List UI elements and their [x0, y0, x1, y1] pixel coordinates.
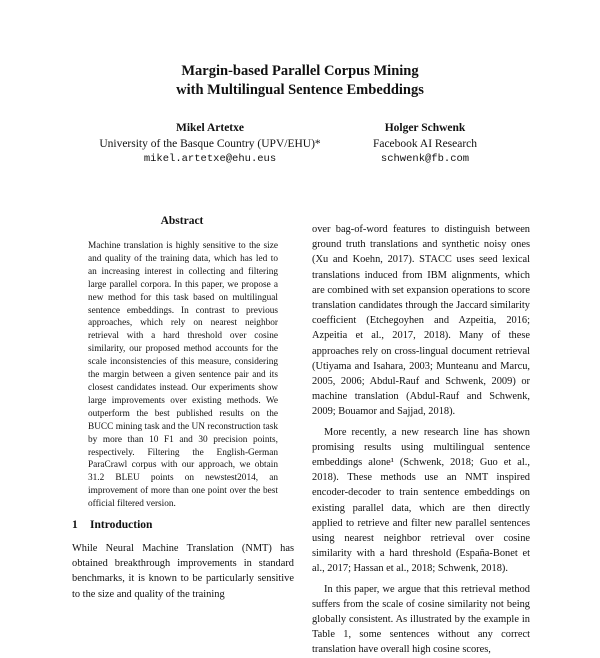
right-paragraph-2: More recently, a new research line has shown promising results using multilingual sentence embeddings alone¹ (Schwenk, 2018; Guo et al., 2018). These methods use an NMT inspired encoder-decoder to train sentence embeddings on existing parallel data, which are then directly applied to retrieve and filter new parallel sentences using nearest neighbor retrieval over cosine similarity with a hard threshold (España-Bonet et al., 2017; Hassan et al., 2018; Schwenk, 2018). [312, 426, 530, 575]
author-affiliation: University of the Basque Country (UPV/EHU)* [99, 137, 321, 150]
paper-title-line-2: with Multilingual Sentence Embeddings [176, 82, 424, 98]
right-paragraph-3: In this paper, we argue that this retrieval method suffers from the scale of cosine similarity not being globally consistent. As illustrated by the example in Table 1, some sentences without any correct translation have overall high cosine scores, [312, 583, 530, 656]
author-affiliation: Facebook AI Research [372, 137, 478, 150]
author-block-1 [70, 121, 350, 168]
author-name: Holger Schwenk [384, 122, 466, 134]
abstract-text: Machine translation is highly sensitive to the size and quality of the training data, which has led to an increasing interest in collecting and filtering large parallel corpora. In this paper, we propose a new method for this task based on multilingual sentence embeddings. In contrast to previous approaches, which rely on nearest neighbor retrieval with a hard threshold over cosine similarity, our proposed method accounts for the scale inconsistencies of this measure, considering the margin between a given sentence pair and its closest candidates instead. Our experiments show large improvements over existing methods. We outperform the best published results on the BUCC mining task and the UN reconstruction task by more than 10 F1 and 30 precision points, respectively. Filtering the English-German ParaCrawl corpus with our approach, we obtain 31.2 BLEU points on newstest2014, an improvement of more than one point over the best official filtered version. [88, 241, 278, 510]
author-block-2 [330, 121, 520, 168]
right-column [312, 222, 530, 658]
section-number: 1 [72, 519, 78, 531]
introduction-text: While Neural Machine Translation (NMT) has obtained breakthrough improvements in standard benchmarks, it is known to be particularly sensitive to the size and quality of the training [72, 543, 294, 600]
right-paragraph-1: over bag-of-word features to distinguish between ground truth translations and synthetic noisy ones (Xu and Koehn, 2017). STACC uses seed lexical translations induced from IBM alignments, which are combined with set expansion operations to score translation candidates through the Jaccard similarity coefficient (Etchegoyhen and Azpeitia, 2016; Azpeitia et al., 2017, 2018). Many of these approaches rely on cross-lingual document retrieval (Utiyama and Isahara, 2003; Munteanu and Marcu, 2005, 2006; Abdul-Rauf and Schwenk, 2009) or machine translation (Abdul-Rauf and Schwenk, 2009; Bouamor and Sajjad, 2018). [312, 224, 530, 418]
author-email: mikel.artetxe@ehu.eus [143, 153, 277, 165]
abstract-heading: Abstract [160, 215, 204, 227]
author-name: Mikel Artetxe [175, 122, 244, 134]
paper-title [0, 62, 600, 100]
paper-title-line-1: Margin-based Parallel Corpus Mining [181, 63, 419, 79]
section-title: Introduction [90, 519, 153, 531]
section-heading-introduction [72, 519, 292, 531]
author-email: schwenk@fb.com [380, 153, 470, 165]
